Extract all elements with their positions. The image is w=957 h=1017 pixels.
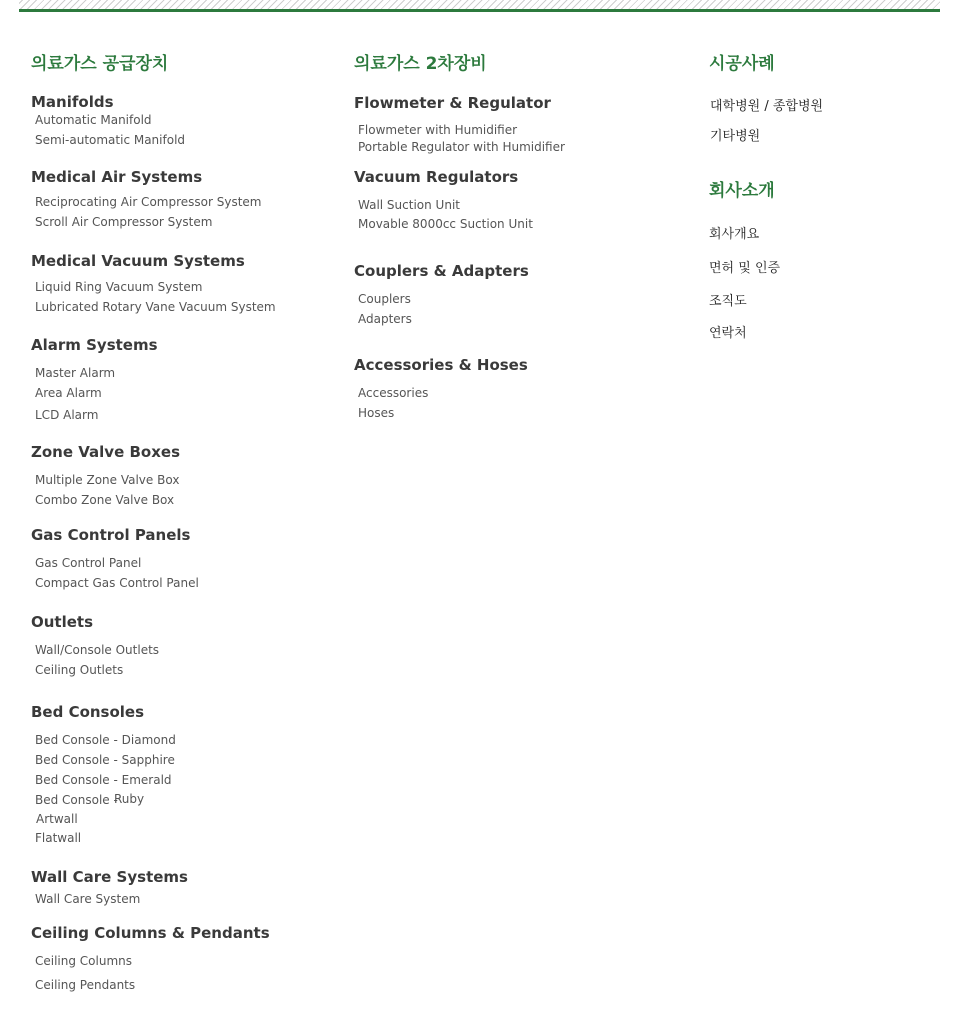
menu-item[interactable]: Accessories bbox=[358, 386, 429, 400]
menu-item[interactable]: Semi-automatic Manifold bbox=[35, 133, 186, 147]
category-medical-vacuum[interactable]: Medical Vacuum Systems bbox=[31, 252, 245, 270]
menu-item[interactable]: Area Alarm bbox=[35, 386, 102, 400]
menu-item[interactable]: Artwall bbox=[36, 812, 78, 826]
menu-item[interactable]: Bed Console - Sapphire bbox=[35, 753, 175, 767]
menu-item[interactable]: Ceiling Columns bbox=[35, 954, 133, 968]
case-item-other[interactable]: 기타병원 bbox=[710, 129, 761, 144]
top-border bbox=[19, 0, 940, 12]
menu-item[interactable]: Hoses bbox=[358, 406, 395, 420]
menu-item[interactable]: Combo Zone Valve Box bbox=[35, 493, 175, 507]
category-vacuum-regulators[interactable]: Vacuum Regulators bbox=[354, 168, 519, 186]
menu-item[interactable]: Gas Control Panel bbox=[35, 556, 142, 570]
menu-item[interactable]: Ruby bbox=[114, 792, 145, 806]
menu-item[interactable]: Movable 8000cc Suction Unit bbox=[358, 217, 533, 231]
category-alarm[interactable]: Alarm Systems bbox=[31, 336, 158, 354]
company-item-organization[interactable]: 조직도 bbox=[709, 294, 747, 309]
top-accent-line bbox=[19, 9, 940, 12]
menu-item[interactable]: Portable Regulator with Humidifier bbox=[358, 140, 565, 154]
menu-item[interactable]: Adapters bbox=[358, 312, 412, 326]
menu-item[interactable]: Bed Console - Diamond bbox=[35, 733, 176, 747]
col2-title[interactable]: 의료가스 2차장비 bbox=[354, 54, 487, 74]
menu-item[interactable]: Lubricated Rotary Vane Vacuum System bbox=[35, 300, 276, 314]
menu-item[interactable]: Automatic Manifold bbox=[35, 113, 152, 127]
menu-item[interactable]: Multiple Zone Valve Box bbox=[35, 473, 180, 487]
menu-item[interactable]: Wall Care System bbox=[35, 892, 141, 906]
category-medical-air[interactable]: Medical Air Systems bbox=[31, 168, 203, 186]
category-accessories[interactable]: Accessories & Hoses bbox=[354, 356, 528, 374]
company-item-contact[interactable]: 연락처 bbox=[709, 326, 747, 341]
top-hatch-pattern bbox=[19, 0, 940, 9]
category-bed-consoles[interactable]: Bed Consoles bbox=[31, 703, 145, 721]
menu-item[interactable]: Ceiling Pendants bbox=[35, 978, 136, 992]
menu-item[interactable]: Wall/Console Outlets bbox=[35, 643, 160, 657]
category-manifolds[interactable]: Manifolds bbox=[31, 93, 114, 111]
cases-title[interactable]: 시공사례 bbox=[709, 54, 775, 74]
menu-item[interactable]: Ceiling Outlets bbox=[35, 663, 124, 677]
col1-title[interactable]: 의료가스 공급장치 bbox=[31, 54, 169, 74]
menu-item[interactable]: Reciprocating Air Compressor System bbox=[35, 195, 262, 209]
category-wall-care[interactable]: Wall Care Systems bbox=[31, 868, 188, 886]
menu-item[interactable]: Flatwall bbox=[35, 831, 82, 845]
menu-item[interactable]: Bed Console - bbox=[35, 793, 118, 807]
menu-item[interactable]: Liquid Ring Vacuum System bbox=[35, 280, 203, 294]
menu-item[interactable]: Master Alarm bbox=[35, 366, 116, 380]
menu-item[interactable]: Compact Gas Control Panel bbox=[35, 576, 199, 590]
category-couplers[interactable]: Couplers & Adapters bbox=[354, 262, 529, 280]
menu-item[interactable]: Scroll Air Compressor System bbox=[35, 215, 213, 229]
menu-item[interactable]: Bed Console - Emerald bbox=[35, 773, 172, 787]
category-gas-control[interactable]: Gas Control Panels bbox=[31, 526, 191, 544]
category-outlets[interactable]: Outlets bbox=[31, 613, 94, 631]
menu-item[interactable]: Wall Suction Unit bbox=[358, 198, 460, 212]
company-item-overview[interactable]: 회사개요 bbox=[709, 227, 760, 242]
company-title[interactable]: 회사소개 bbox=[709, 181, 775, 201]
category-zone-valve[interactable]: Zone Valve Boxes bbox=[31, 443, 180, 461]
menu-item[interactable]: Couplers bbox=[358, 292, 411, 306]
category-ceiling[interactable]: Ceiling Columns & Pendants bbox=[31, 924, 270, 942]
menu-item[interactable]: Flowmeter with Humidifier bbox=[358, 123, 518, 137]
company-item-license[interactable]: 면허 및 인증 bbox=[709, 261, 781, 276]
menu-item[interactable]: LCD Alarm bbox=[35, 408, 99, 422]
case-item-university[interactable]: 대학병원 / 종합병원 bbox=[710, 99, 824, 114]
category-flowmeter[interactable]: Flowmeter & Regulator bbox=[354, 94, 551, 112]
